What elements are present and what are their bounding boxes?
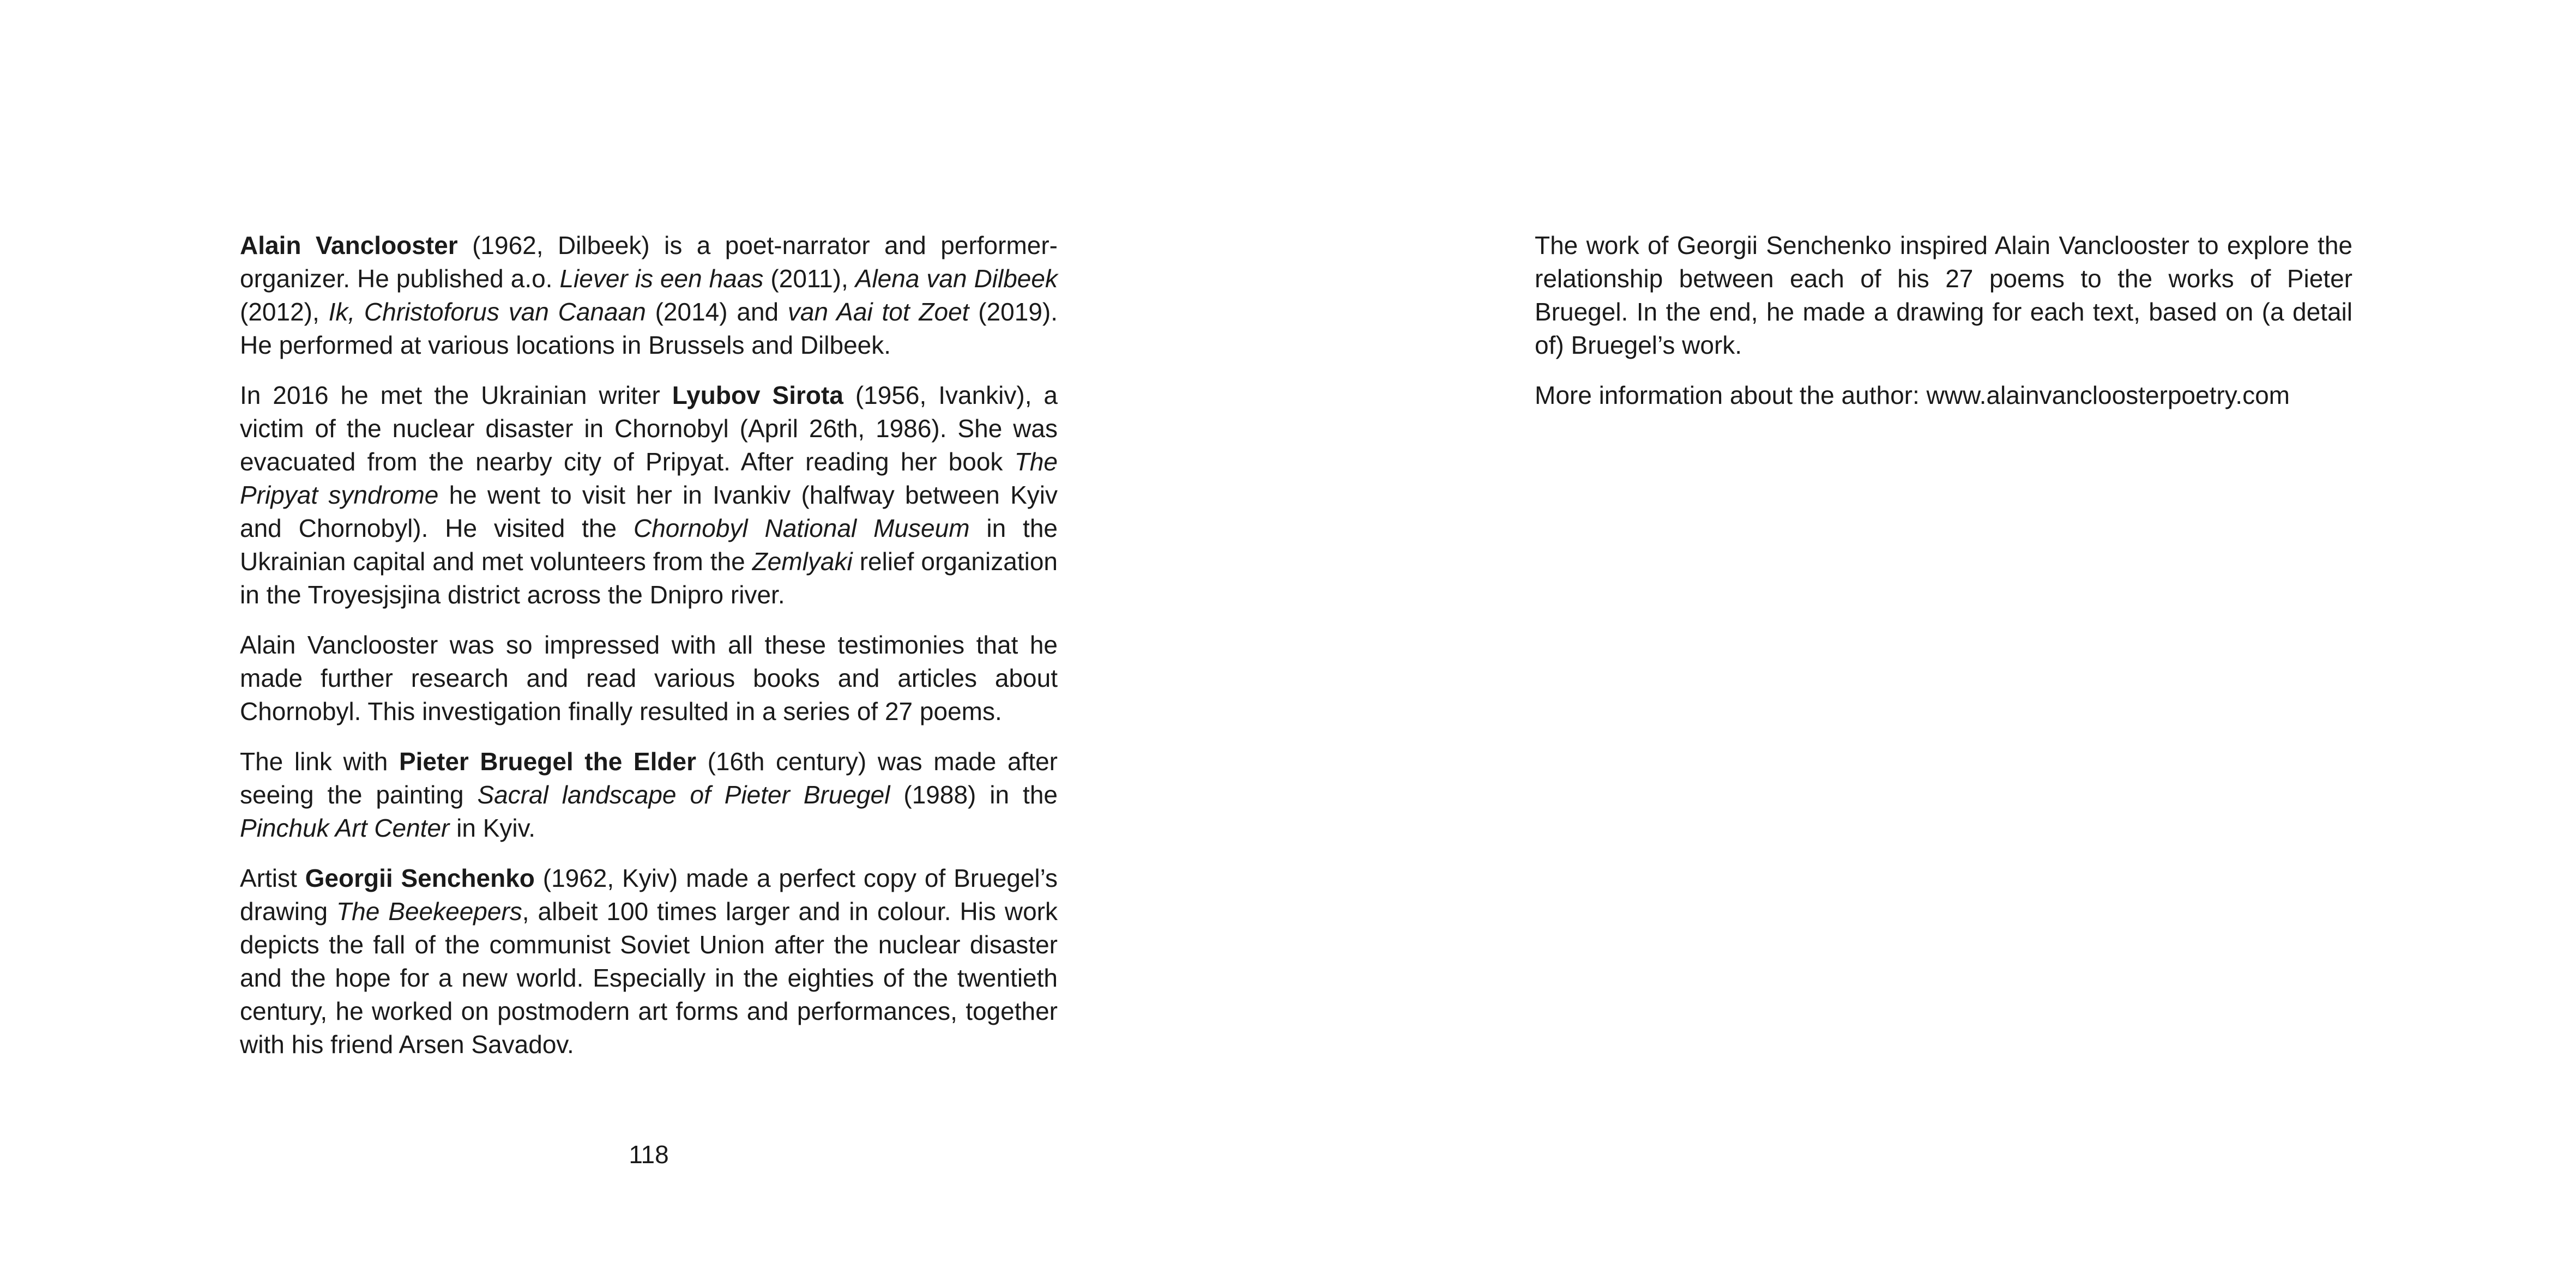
author-name: Alain Vanclooster (240, 231, 458, 259)
drawing-title: The Beekeepers (336, 897, 522, 926)
paragraph-senchenko: Artist Georgii Senchenko (1962, Kyiv) made a perfect copy of Bruegel’s drawing The Beekeepers, albeit 100 times larger and in colour. His work depicts the fall of the communist Soviet Union after the nuclear disaster and the hope for a new world. Especially in the eighties of the twentieth century, he worked on postmodern art forms and performances, together with his friend Arsen Savadov. (240, 864, 1058, 1059)
book-title: Liever is een haas (559, 264, 764, 293)
paragraph-more-info (1535, 379, 2352, 412)
book-title: van Aai tot Zoet (787, 298, 969, 326)
museum-name: Chornobyl National Museum (633, 514, 970, 542)
right-text-column (1535, 229, 2352, 429)
organization-name: Zemlyaki (752, 547, 853, 576)
page-number: 118 (629, 1140, 669, 1169)
left-text-column (240, 229, 1058, 1078)
person-name: Georgii Senchenko (305, 864, 535, 892)
paragraph-bruegel-link: The link with Pieter Bruegel the Elder (16th century) was made after seeing the painting Sacral landscape of Pieter Bruegel (1988) in the Pinchuk Art Center in Kyiv. (240, 747, 1058, 842)
book-title: Alena van Dilbeek (855, 264, 1058, 293)
person-name: Pieter Bruegel the Elder (399, 747, 696, 776)
paragraph-research: Alain Vanclooster was so impressed with all these testimonies that he made further research and read various books and articles about Chornobyl. This investigation finally resulted in a series of 27 poems. (240, 631, 1058, 725)
book-title: The Pripyat syndrome (240, 448, 1058, 509)
venue-name: Pinchuk Art Center (240, 814, 450, 842)
paragraph-sirota: In 2016 he met the Ukrainian writer Lyubov Sirota (1956, Ivankiv), a victim of the nuclear disaster in Chornobyl (April 26th, 1986). She was evacuated from the nearby city of Pripyat. After reading her book The Pripyat syndrome he went to visit her in Ivankiv (halfway between Kyiv and Chornobyl). He visited the Chornobyl National Museum in the Ukrainian capital and met volunteers from the Zemlyaki relief organization in the Troyesjsjina district across the Dnipro river. (240, 381, 1058, 609)
right-page (1288, 0, 2576, 1288)
paragraph-inspiration: The work of Georgii Senchenko inspired Alain Vanclooster to explore the relationship between each of his 27 poems to the works of Pieter Bruegel. In the end, he made a drawing for each text, based on (a detail of) Bruegel’s work. (1535, 231, 2352, 359)
paragraph-author-bio: Alain Vanclooster (1962, Dilbeek) is a poet-narrator and performer-organizer. He published a.o. Liever is een haas (2011), Alena van Dilbeek (2012), Ik, Christoforus van Canaan (2014) and van Aai tot Zoet (2019). He performed at various locations in Brussels and Dilbeek. (240, 231, 1058, 359)
painting-title: Sacral landscape of Pieter Bruegel (477, 781, 890, 809)
person-name: Lyubov Sirota (672, 381, 843, 409)
book-title: Ik, Christoforus van Canaan (328, 298, 646, 326)
author-website-text: More information about the author: www.alainvancloosterpoetry.com (1535, 381, 2290, 409)
